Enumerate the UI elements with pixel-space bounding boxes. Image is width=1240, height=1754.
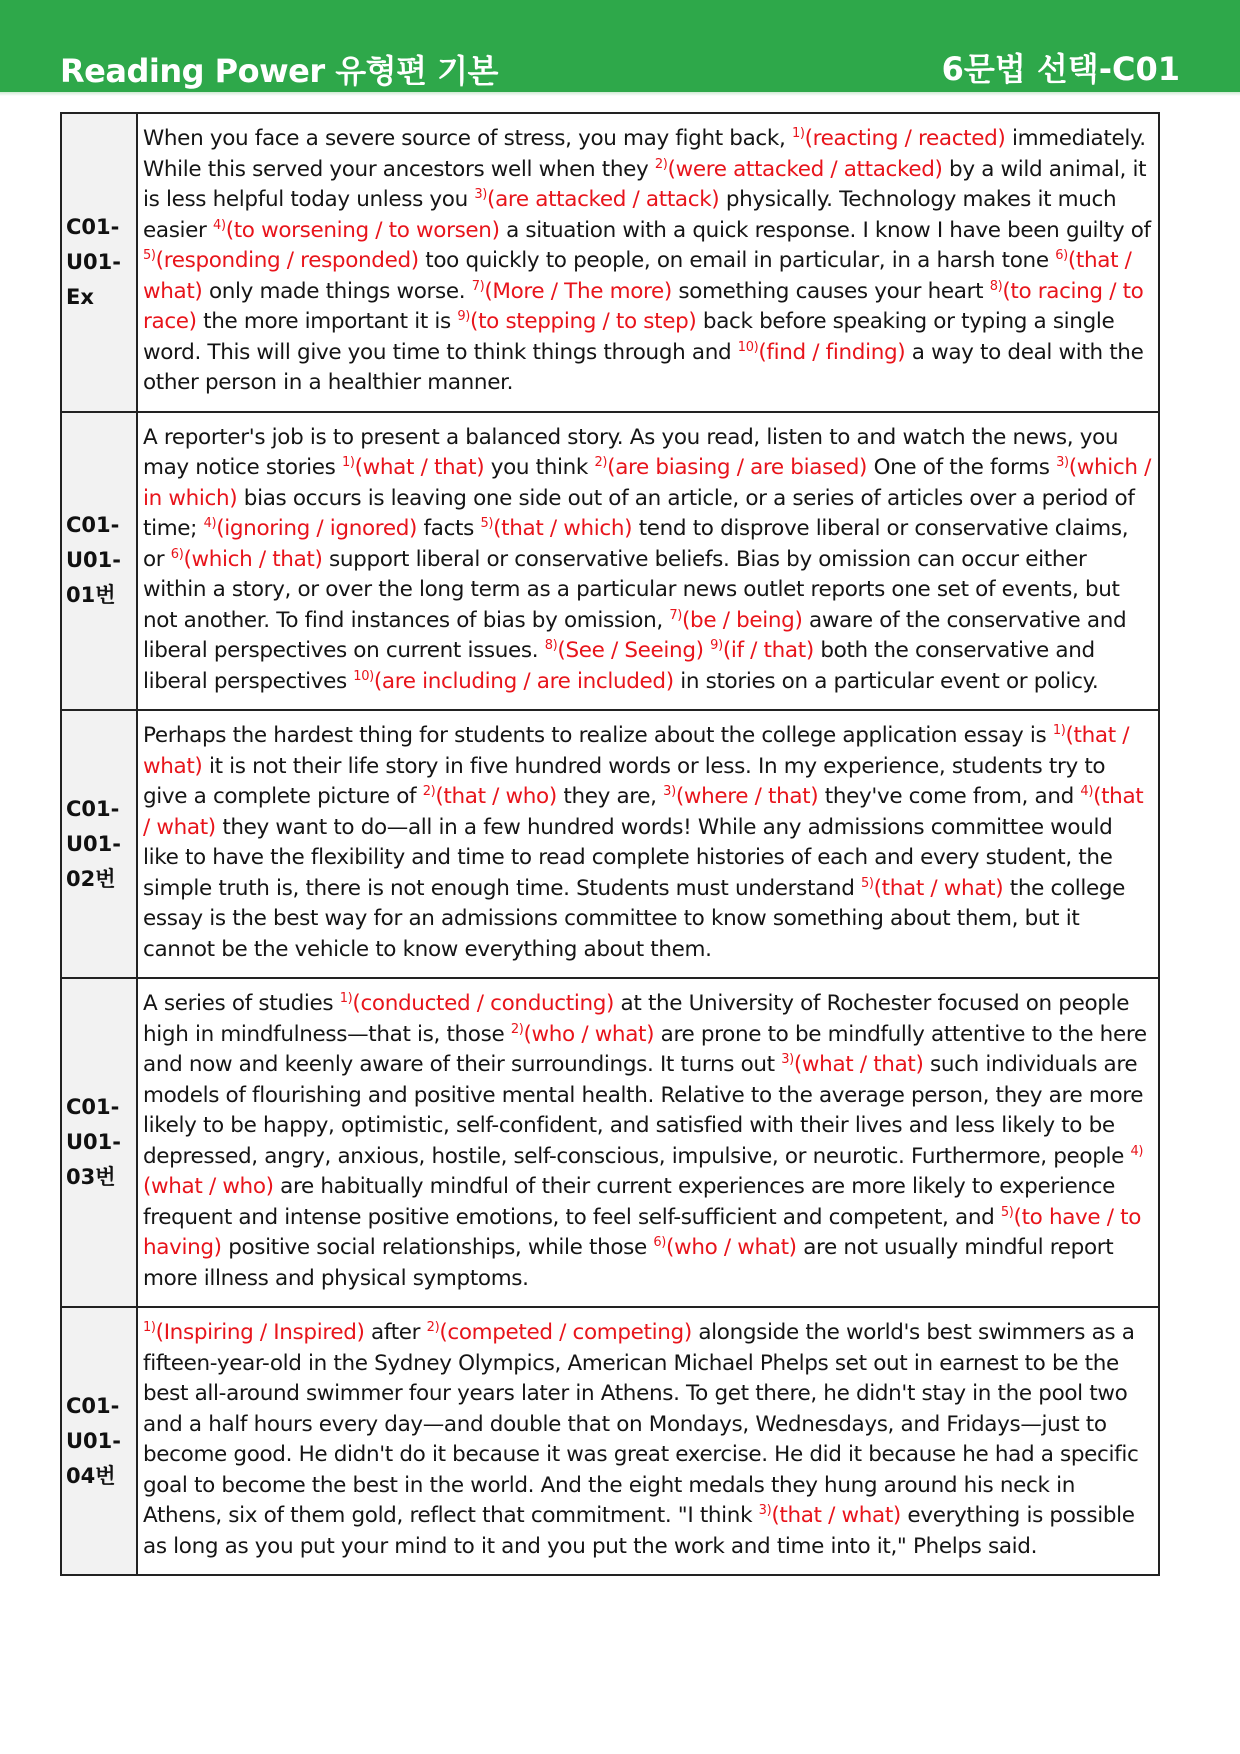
passage-label-line: U01- (66, 1428, 121, 1453)
page-header (0, 0, 1240, 92)
passage-label-line: U01- (66, 1130, 121, 1154)
question-number: 5) (143, 248, 156, 263)
passage-text-segment: aware of the conservative and liberal perspectives on current issues. (143, 607, 1127, 663)
question-number: 8) (544, 638, 558, 653)
passage-text-segment: When you face a severe source of stress, you may fight back, (143, 126, 792, 151)
passage-text-segment: in stories on a particular event or policy. (673, 668, 1099, 694)
passage-text-segment: a situation with a quick response. I know I have been guilty of (499, 217, 1151, 243)
passage-text-segment: it is not their life story in five hundred words or less. In my experience, students try to give a complete picture of (143, 753, 1106, 809)
passage-text-segment: both the conservative and liberal perspectives (143, 638, 1095, 694)
passage-text-segment: by a wild animal, it is less helpful today unless you (143, 156, 1147, 212)
question-number: 1) (791, 126, 805, 141)
passage-row (61, 978, 1159, 1307)
grammar-choice[interactable]: (to worsening / to worsen) (225, 217, 500, 243)
passage-text-segment: facts (417, 516, 481, 541)
grammar-choice[interactable]: (which / that) (183, 546, 323, 572)
passage-row (61, 113, 1159, 412)
grammar-choice[interactable]: (that / what) (143, 784, 1144, 840)
passage-text-segment: back before speaking or typing a single word. This will give you time to think things through and (143, 309, 1115, 365)
header-divider (0, 92, 1240, 96)
question-number: 3) (474, 187, 488, 202)
passage-label-line: C01- (66, 796, 120, 821)
question-number: 5) (860, 875, 874, 891)
question-number: 4) (203, 516, 217, 531)
passage-text-segment: bias occurs is leaving one side out of an article, or a series of articles over a period of time; (143, 485, 1135, 541)
question-number: 8) (989, 278, 1003, 294)
question-number: 2) (510, 1021, 524, 1037)
question-number: 2) (654, 156, 668, 172)
passage-text (137, 412, 1159, 711)
grammar-choice[interactable]: (More / The more) (484, 278, 672, 304)
grammar-choice[interactable]: (if / that) (722, 638, 814, 663)
passage-text-segment: physically. Technology makes it much easier (143, 187, 1117, 243)
grammar-choice[interactable]: (where / that) (675, 784, 819, 809)
grammar-choice[interactable]: (that / what) (771, 1503, 901, 1528)
question-number: 2) (594, 455, 608, 470)
passage-label (61, 710, 137, 978)
question-number: 10) (353, 668, 374, 684)
passage-text-segment: alongside the world's best swimmers as a fifteen-year-old in the Sydney Olympics, American Michael Phelps set out in earnest to be the best all-around swimmer four years later in Athens. To get there, he didn't stay in the pool two and a half hours every day—and double that on Mondays, Wednesdays, and Fridays—just to become good. He didn't do it because it was great exercise. He did it because he had a specific goal to become the best in the world. And the eight medals they hung around his neck in Athens, six of them gold, reflect that commitment. "I think (143, 1320, 1139, 1528)
question-number: 3) (758, 1503, 772, 1518)
grammar-choice[interactable]: (who / what) (666, 1235, 797, 1260)
passage-text-segment: support liberal or conservative beliefs. Bias by omission can occur either within a story, or over the long term as a particular news outlet reports one set of events, but not another. To find instances of bias by omission, (143, 546, 1120, 633)
question-number: 7) (471, 278, 485, 294)
grammar-choice[interactable]: (to have / to having) (143, 1204, 1142, 1260)
question-number: 5) (1000, 1204, 1014, 1220)
passage-text-segment: something causes your heart (671, 278, 990, 304)
passage-text (137, 978, 1159, 1307)
grammar-choice[interactable]: (that / what) (143, 723, 1130, 779)
passage-text-segment: are prone to be mindfully attentive to the here and now and keenly aware of their surroundings. It turns out (143, 1021, 1147, 1077)
question-number: 3) (663, 784, 676, 799)
grammar-choice[interactable]: (what / that) (354, 455, 485, 480)
passage-label-line: C01- (66, 214, 120, 239)
passage-label-line: C01- (66, 513, 120, 538)
passage-text-segment: the college essay is the best way for an admissions committee to know something about them, but it cannot be the vehicle to know everything about them. (143, 875, 1126, 962)
book-title: Reading Power 유형편 기본 (60, 52, 498, 90)
passage-label (61, 978, 137, 1307)
question-number: 9) (457, 309, 471, 324)
passage-text (137, 113, 1159, 412)
passage-text-segment: Perhaps the hardest thing for students to realize about the college application essay is (143, 723, 1053, 748)
question-number: 4) (213, 217, 226, 233)
grammar-choice[interactable]: (find / finding) (758, 339, 906, 365)
passage-label-line: 01번 (66, 583, 116, 608)
question-number: 4) (1130, 1143, 1144, 1159)
question-number: 2) (426, 1320, 440, 1335)
grammar-choice[interactable]: (what / who) (143, 1174, 274, 1199)
grammar-choice[interactable]: (that / what) (873, 875, 1004, 901)
grammar-choice[interactable]: (See / Seeing) (557, 638, 704, 663)
grammar-choice[interactable]: (competed / competing) (439, 1320, 692, 1345)
grammar-choice[interactable]: (responding / responded) (155, 248, 419, 273)
passage-text-segment: immediately. While this served your ancestors well when they (143, 126, 1146, 182)
question-number: 1) (1052, 723, 1066, 738)
question-number: 3) (1056, 455, 1069, 470)
grammar-choice[interactable]: (are including / are included) (373, 668, 674, 694)
passage-text-segment: they are, (556, 784, 664, 809)
question-number: 4) (1080, 784, 1094, 799)
passage-label-line: C01- (66, 1095, 120, 1119)
question-number: 1) (339, 991, 353, 1006)
passage-label-line: C01- (66, 1393, 120, 1418)
question-number: 6) (170, 546, 184, 562)
worksheet-table (60, 112, 1160, 1576)
passage-text-segment: such individuals are models of flourishing and positive mental health. Relative to the average person, they are more likely to be happy, optimistic, self-confident, and satisfied with their lives and less likely to be depressed, angry, anxious, hostile, self-conscious, impulsive, or neurotic. Furthermore, people (143, 1052, 1144, 1169)
passage-text-segment: you think (484, 455, 595, 480)
grammar-choice[interactable]: (are biasing / are biased) (607, 455, 868, 480)
question-number: 2) (422, 784, 436, 799)
passage-text-segment: tend to disprove liberal or conservative claims, or (143, 516, 1129, 572)
passage-row (61, 1307, 1159, 1575)
grammar-choice[interactable]: (to racing / to race) (143, 278, 1144, 334)
grammar-choice[interactable]: (that / who) (435, 784, 557, 809)
grammar-choice[interactable]: (reacting / reacted) (804, 126, 1006, 151)
grammar-choice[interactable]: (ignoring / ignored) (216, 516, 418, 541)
section-code: 6문법 선택-C01 (941, 50, 1180, 88)
passage-text (137, 1307, 1159, 1575)
passage-label-line: 04번 (66, 1463, 116, 1488)
passage-label (61, 113, 137, 412)
passage-text (137, 710, 1159, 978)
passage-text-segment: A reporter's job is to present a balanced story. As you read, listen to and watch the news, you may notice stories (143, 424, 1119, 480)
passage-text-segment: are not usually mindful report more illness and physical symptoms. (143, 1235, 1114, 1291)
passage-text-segment: are habitually mindful of their current experiences are more likely to experience frequent and intense positive emotions, to feel self-sufficient and competent, and (143, 1174, 1115, 1230)
passage-label-line: U01- (66, 548, 121, 573)
question-number: 6) (1055, 248, 1068, 263)
passage-label-line: 03번 (66, 1165, 116, 1189)
grammar-choice[interactable]: (which / in which) (143, 455, 1152, 511)
passage-text-segment: they want to do—all in a few hundred words! While any admissions committee would like to have the flexibility and time to read complete histories of each and every student, the simple truth is, there is not enough time. Students must understand (143, 814, 1113, 901)
grammar-choice[interactable]: (are attacked / attack) (487, 187, 720, 212)
passage-text-segment: One of the forms (867, 455, 1057, 480)
passage-text-segment: too quickly to people, on email in particular, in a harsh tone (418, 248, 1056, 273)
question-number: 1) (143, 1320, 156, 1335)
passage-label (61, 1307, 137, 1575)
passage-text-segment: a way to deal with the other person in a healthier manner. (143, 339, 1144, 395)
passage-text-segment: only made things worse. (202, 278, 472, 304)
question-number: 9) (710, 638, 723, 653)
passage-label-line: U01- (66, 831, 121, 856)
passage-text-segment: everything is possible as long as you put your mind to it and you put the work and time into it," Phelps said. (143, 1503, 1135, 1559)
passage-text-segment: A series of studies (143, 991, 340, 1016)
passage-row (61, 412, 1159, 711)
passage-text-segment: the more important it is (196, 309, 458, 334)
passage-row (61, 710, 1159, 978)
question-number: 6) (653, 1235, 667, 1250)
grammar-choice[interactable]: (conducted / conducting) (352, 991, 615, 1016)
passage-label (61, 412, 137, 711)
question-number: 1) (341, 455, 355, 470)
passage-text-segment: at the University of Rochester focused on people high in mindfulness—that is, those (143, 991, 1130, 1047)
grammar-choice[interactable]: (be / being) (682, 607, 803, 633)
passage-text-segment: positive social relationships, while those (221, 1235, 654, 1260)
grammar-choice[interactable]: (that / which) (493, 516, 633, 541)
grammar-choice[interactable]: (Inspiring / Inspired) (155, 1320, 365, 1345)
grammar-choice[interactable]: (that / what) (143, 248, 1132, 304)
question-number: 5) (480, 516, 494, 531)
passage-label-line: U01- (66, 249, 121, 274)
grammar-choice[interactable]: (who / what) (523, 1021, 655, 1047)
question-number: 10) (737, 339, 759, 355)
grammar-choice[interactable]: (were attacked / attacked) (667, 156, 943, 182)
passage-label-line: Ex (66, 284, 94, 309)
passage-label-line: 02번 (66, 866, 116, 891)
question-number: 3) (781, 1052, 794, 1067)
question-number: 7) (669, 607, 683, 623)
passage-text-segment: they've come from, and (818, 784, 1081, 809)
grammar-choice[interactable]: (what / that) (793, 1052, 924, 1077)
grammar-choice[interactable]: (to stepping / to step) (470, 309, 697, 334)
passage-text-segment: after (364, 1320, 427, 1345)
